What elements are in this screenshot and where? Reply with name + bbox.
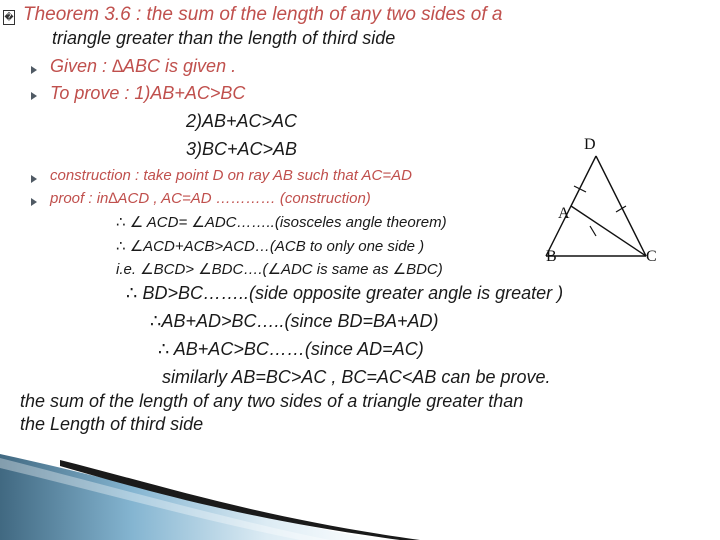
bullet-icon — [31, 198, 37, 206]
vertex-label-c: C — [646, 248, 657, 265]
theorem-title: Theorem 3.6 : the sum of the length of any two sides of a — [23, 4, 503, 25]
title-marker-icon: � — [3, 10, 15, 25]
proof-line-2: ∴ ∠ ACD= ∠ADC……..(isosceles angle theorem) — [116, 214, 447, 231]
proof-line-8: similarly AB=BC>AC , BC=AC<AB can be prove. — [162, 367, 551, 387]
conclusion-line-2: the Length of third side — [20, 414, 204, 434]
bullet-icon — [31, 92, 37, 100]
construction-step: construction : take point D on ray AB such that AC=AD — [50, 167, 412, 184]
proof-line-3: ∴ ∠ACD+ACB>ACD…(ACB to only one side ) — [116, 238, 425, 255]
given-statement: Given : ∆ABC is given . — [50, 56, 237, 76]
proof-line-1: proof : in∆ACD , AC=AD ………… (construction) — [50, 190, 371, 207]
to-prove-1: To prove : 1)AB+AC>BC — [50, 83, 246, 103]
proof-line-7: ∴ AB+AC>BC……(since AD=AC) — [158, 339, 424, 359]
vertex-label-d: D — [584, 136, 596, 153]
vertex-label-b: B — [546, 248, 557, 265]
bullet-icon — [31, 66, 37, 74]
segment-ac — [571, 206, 646, 256]
to-prove-3: 3)BC+AC>AB — [186, 139, 298, 159]
vertex-label-a: A — [558, 205, 570, 222]
side-dc — [596, 156, 646, 256]
bullet-icon — [31, 175, 37, 183]
conclusion-line-1: the sum of the length of any two sides of a triangle greater than — [20, 391, 524, 411]
proof-line-4: i.e. ∠BCD> ∠BDC….(∠ADC is same as ∠BDC) — [116, 261, 443, 278]
proof-line-6: ∴AB+AD>BC…..(since BD=BA+AD) — [150, 311, 439, 331]
to-prove-2: 2)AB+AC>AC — [186, 111, 298, 131]
decorative-swoosh — [0, 440, 720, 540]
proof-line-5: ∴ BD>BC……..(side opposite greater angle is greater ) — [126, 283, 564, 303]
tick-mark-ac — [590, 226, 596, 236]
theorem-title-continued: triangle greater than the length of third side — [52, 28, 396, 48]
